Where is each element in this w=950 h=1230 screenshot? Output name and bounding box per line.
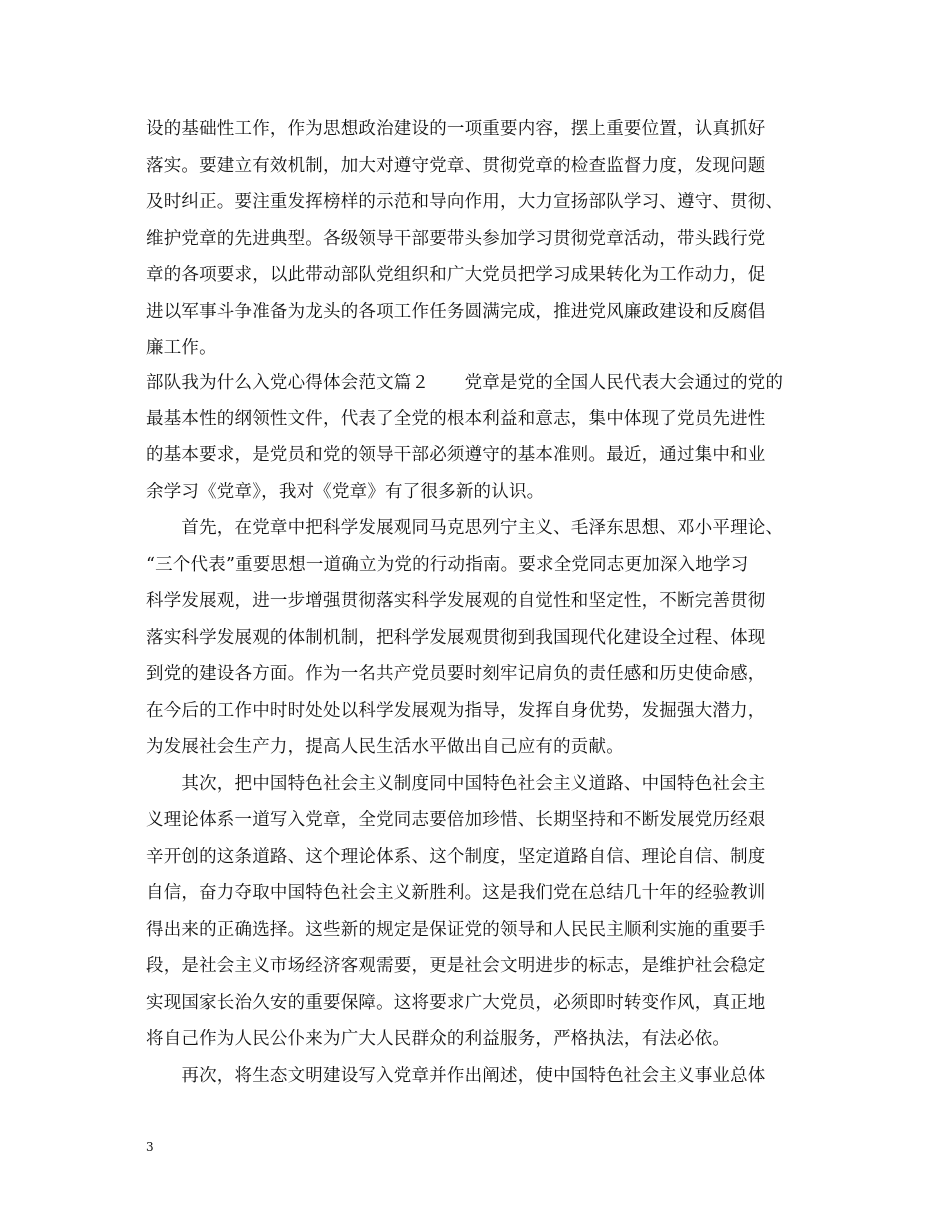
text-line: 最基本性的纲领性文件，代表了全党的根本利益和意志，集中体现了党员先进性 — [146, 409, 766, 429]
text-line: 在今后的工作中时时处处以科学发展观为指导，发挥自身优势，发掘强大潜力， — [146, 701, 766, 721]
section-heading-line: 部队我为什么入党心得体会范文篇２ 党章是党的全国人民代表大会通过的党的 — [146, 373, 784, 393]
text-line: 将自己作为人民公仆来为广大人民群众的利益服务，严格执法，有法必依。 — [146, 1029, 731, 1049]
text-line: 义理论体系一道写入党章，全党同志要倍加珍惜、长期坚持和不断发展党历经艰 — [146, 810, 766, 830]
text-line: 实现国家长治久安的重要保障。这将要求广大党员，必须即时转变作风，真正地 — [146, 993, 766, 1013]
text-line: 进以军事斗争准备为龙头的各项工作任务圆满完成，推进党风廉政建设和反腐倡 — [146, 302, 766, 322]
text-line: 落实科学发展观的体制机制，把科学发展观贯彻到我国现代化建设全过程、体现 — [146, 628, 766, 648]
text-line: 得出来的正确选择。这些新的规定是保证党的领导和人民民主顺利实施的重要手 — [146, 920, 766, 940]
text-line: 为发展社会生产力，提高人民生活水平做出自己应有的贡献。 — [146, 737, 624, 757]
text-line: 辛开创的这条道路、这个理论体系、这个制度，坚定道路自信、理论自信、制度 — [146, 847, 766, 867]
text-line: 自信，奋力夺取中国特色社会主义新胜利。这是我们党在总结几十年的经验教训 — [146, 883, 766, 903]
page-number: 3 — [146, 1140, 154, 1154]
paragraph-start-line: 其次，把中国特色社会主义制度同中国特色社会主义道路、中国特色社会主 — [146, 774, 766, 794]
paragraph-start-line: 首先，在党章中把科学发展观同马克思列宁主义、毛泽东思想、邓小平理论、 — [146, 518, 784, 538]
text-line: 设的基础性工作，作为思想政治建设的一项重要内容，摆上重要位置，认真抓好 — [146, 119, 766, 139]
text-line: 到党的建设各方面。作为一名共产党员要时刻牢记肩负的责任感和历史使命感， — [146, 664, 766, 684]
text-line: 廉工作。 — [146, 338, 217, 358]
text-line: 科学发展观，进一步增强贯彻落实科学发展观的自觉性和坚定性，不断完善贯彻 — [146, 591, 766, 611]
text-line: 及时纠正。要注重发挥榜样的示范和导向作用，大力宣扬部队学习、遵守、贯彻、 — [146, 192, 784, 212]
text-line: 维护党章的先进典型。各级领导干部要带头参加学习贯彻党章活动，带头践行党 — [146, 229, 766, 249]
text-line: 的基本要求，是党员和党的领导干部必须遵守的基本准则。最近，通过集中和业 — [146, 445, 766, 465]
text-line: 段，是社会主义市场经济客观需要，更是社会文明进步的标志，是维护社会稳定 — [146, 956, 766, 976]
paragraph-start-line: 再次，将生态文明建设写入党章并作出阐述，使中国特色社会主义事业总体 — [146, 1066, 766, 1086]
text-line: 余学习《党章》，我对《党章》有了很多新的认识。 — [146, 482, 545, 502]
text-line: 章的各项要求，以此带动部队党组织和广大党员把学习成果转化为工作动力，促 — [146, 265, 766, 285]
text-line: “三个代表”重要思想一道确立为党的行动指南。要求全党同志更加深入地学习 — [146, 555, 749, 575]
text-line: 落实。要建立有效机制，加大对遵守党章、贯彻党章的检查监督力度，发现问题 — [146, 156, 766, 176]
